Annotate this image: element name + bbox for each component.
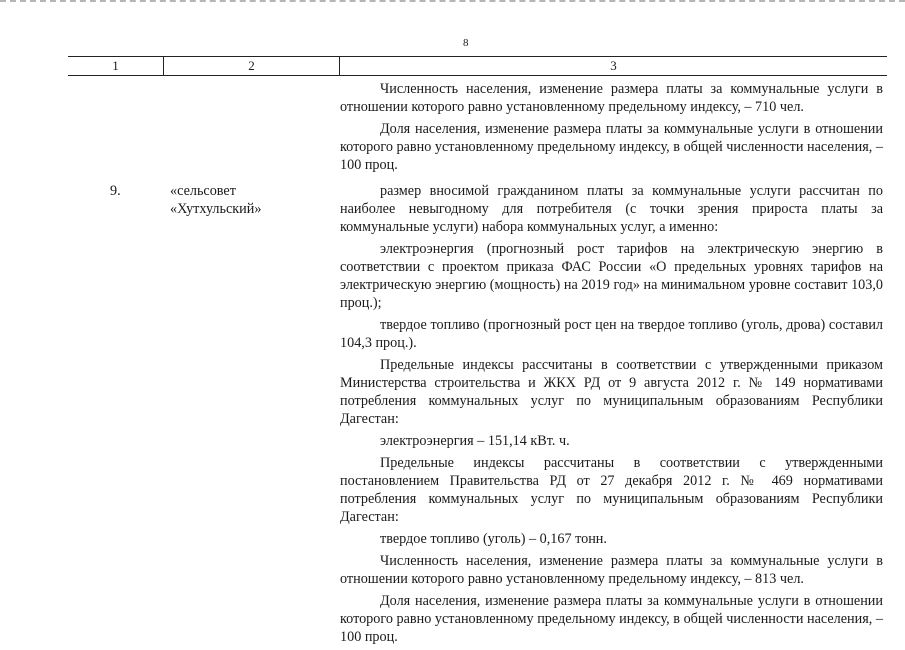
header-col-3: 3 — [610, 58, 617, 73]
paragraph: твердое топливо (уголь) – 0,167 тонн. — [380, 531, 607, 547]
municipality-name — [170, 182, 330, 218]
paragraph: Численность населения, изменение размера платы за коммунальные услуги в отношении которого равно установленному предельному индексу, – 710 чел. — [340, 81, 883, 115]
scan-top-edge — [0, 0, 905, 6]
paragraph: Численность населения, изменение размера платы за коммунальные услуги в отношении которого равно установленному предельному индексу, – 813 чел. — [340, 553, 883, 587]
header-col-2: 2 — [164, 57, 340, 75]
municipality-name-line: «сельсовет — [170, 183, 236, 199]
continuation-text — [340, 80, 883, 178]
municipality-name-line: «Хутхульский» — [170, 201, 262, 217]
page-number: 8 — [463, 37, 469, 49]
paragraph: Предельные индексы рассчитаны в соответствии с утвержденными постановлением Правительства РД от 27 декабря 2012 г. № 469 нормативами потребления коммунальных услуг по муниципальным образованиям Республики Дагестан: — [340, 455, 883, 525]
row-number: 9. — [110, 183, 121, 199]
paragraph: твердое топливо (прогнозный рост цен на твердое топливо (уголь, дрова) составил 104,3 проц.). — [340, 317, 883, 351]
paragraph: Предельные индексы рассчитаны в соответствии с утвержденными приказом Министерства строительства и ЖКХ РД от 9 августа 2012 г. № 149 нормативами потребления коммунальных услуг по муниципальным образованиям Республики Дагестан: — [340, 357, 883, 427]
header-col-1: 1 — [68, 57, 164, 75]
paragraph: электроэнергия (прогнозный рост тарифов на электрическую энергию в соответствии с проектом приказа ФАС России «О предельных уровнях тарифов на электрическую энергию (мощность) на 2019 год» на минимальном уровне составит 103,0 проц.); — [340, 241, 883, 311]
paragraph: размер вносимой гражданином платы за коммунальные услуги рассчитан по наиболее невыгодному для потребителя (с точки зрения прироста платы за коммунальные услуги) набора коммунальных услуг, а именно: — [340, 183, 883, 235]
table-header-row — [68, 56, 887, 76]
paragraph: электроэнергия – 151,14 кВт. ч. — [380, 433, 570, 449]
paragraph: Доля населения, изменение размера платы за коммунальные услуги в отношении которого равно установленному предельному индексу, в общей численности населения, – 100 проц. — [340, 121, 883, 173]
row-description — [340, 182, 883, 650]
paragraph: Доля населения, изменение размера платы за коммунальные услуги в отношении которого равно установленному предельному индексу, в общей численности населения, – 100 проц. — [340, 593, 883, 645]
